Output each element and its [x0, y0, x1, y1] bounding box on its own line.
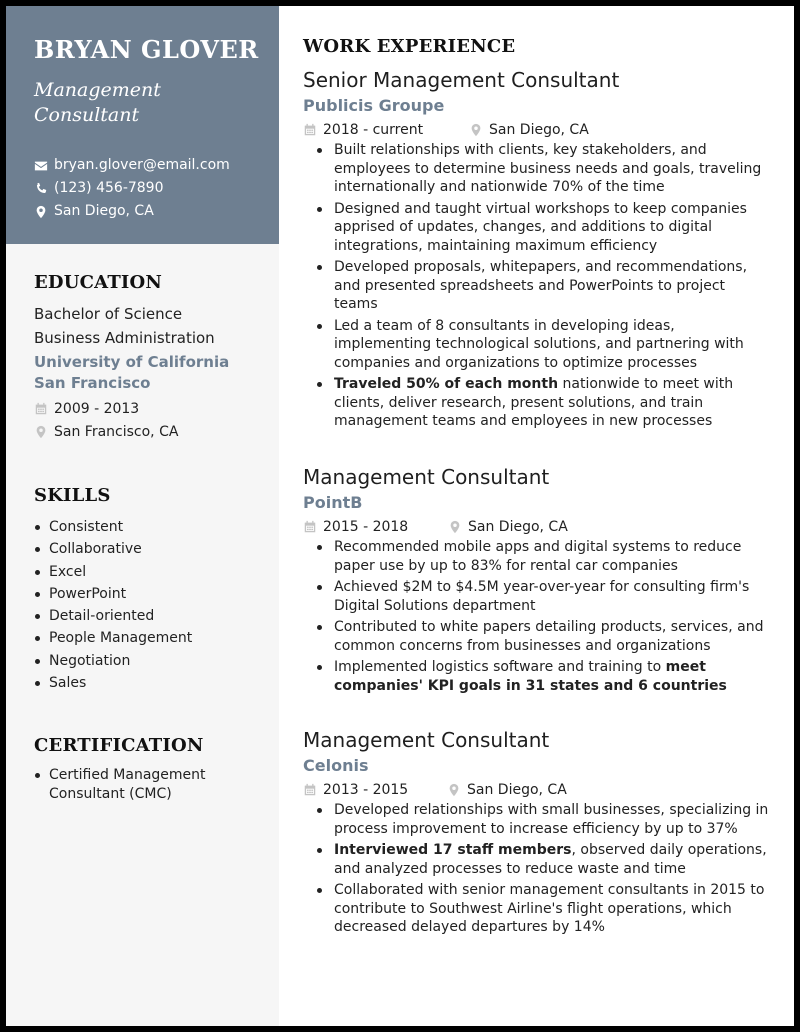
job-bullet — [303, 375, 773, 431]
education-school: University of California San Francisco — [34, 353, 230, 392]
skills-section — [6, 485, 279, 694]
bullet-text: Collaborated with senior management consultants in 2015 to contribute to Southwest Airline's flight operations, which decreased delayed departures by 14% — [334, 882, 765, 935]
job-meta — [303, 779, 773, 801]
job-bullet — [303, 538, 773, 575]
phone-icon — [34, 182, 48, 196]
map-pin-icon — [448, 520, 462, 534]
job-bullet — [303, 841, 773, 878]
skill-item: PowerPoint — [34, 583, 265, 605]
job-bullets — [303, 538, 773, 695]
skill-item: Sales — [34, 672, 265, 694]
bullet-text: Implemented logistics software and training to — [334, 659, 666, 675]
job-title: Senior Management Consultant — [303, 68, 620, 92]
job-location — [447, 779, 567, 801]
job-bullet — [303, 141, 773, 197]
bullet-text: nationwide to meet with clients, deliver research, present solutions, and train management teams and employees in new processes — [334, 376, 734, 429]
job-entry — [303, 464, 773, 698]
calendar-icon — [303, 520, 317, 534]
education-title: EDUCATION — [34, 272, 163, 293]
envelope-icon — [34, 159, 48, 173]
job-location — [448, 516, 568, 538]
map-pin-icon — [447, 783, 461, 797]
map-pin-icon — [469, 123, 483, 137]
education-field: Business Administration — [34, 329, 215, 347]
map-pin-icon — [34, 205, 48, 219]
contact-info — [34, 154, 259, 223]
job-location-text: San Diego, CA — [467, 782, 567, 798]
bullet-bold-text: Interviewed 17 staff members — [334, 842, 572, 858]
job-company: PointB — [303, 493, 363, 512]
contact-location — [34, 200, 259, 223]
education-dates — [34, 397, 265, 420]
job-bullet — [303, 578, 773, 615]
bullet-text: Recommended mobile apps and digital systems to reduce paper use by up to 83% for rental car companies — [334, 539, 742, 574]
bullet-text: Built relationships with clients, key stakeholders, and employees to determine business needs and goals, traveling internationally and nationwide 70% of the time — [334, 142, 762, 195]
job-title: Management Consultant — [303, 465, 550, 489]
skill-item: Collaborative — [34, 538, 265, 560]
skills-title: SKILLS — [34, 485, 111, 506]
job-dates — [303, 119, 469, 141]
contact-phone[interactable] — [34, 177, 259, 200]
calendar-icon — [303, 783, 317, 797]
email-text: bryan.glover@email.com — [54, 157, 230, 173]
calendar-icon — [303, 123, 317, 137]
education-degree: Bachelor of Science — [34, 305, 183, 323]
bullet-text: Developed proposals, whitepapers, and recommendations, and presented spreadsheets and PowerPoints to project teams — [334, 259, 748, 312]
job-meta — [303, 119, 773, 141]
bullet-bold-text: Traveled 50% of each month — [334, 376, 559, 392]
certification-item: Certified Management Consultant (CMC) — [34, 766, 265, 803]
header-block — [6, 6, 279, 244]
candidate-name: BRYAN GLOVER — [34, 35, 259, 64]
job-dates-text: 2018 - current — [323, 122, 424, 138]
left-column — [6, 6, 279, 1026]
skill-item: Consistent — [34, 516, 265, 538]
job-dates-text: 2015 - 2018 — [323, 519, 409, 535]
job-entry — [303, 67, 773, 434]
job-bullet — [303, 200, 773, 256]
bullet-text: Contributed to white papers detailing products, services, and common concerns from businesses and organizations — [334, 619, 764, 654]
contact-email[interactable] — [34, 154, 259, 177]
job-bullet — [303, 258, 773, 314]
bullet-text: Developed relationships with small businesses, specializing in process improvement to increase efficiency by up to 37% — [334, 802, 769, 837]
job-title: Management Consultant — [303, 728, 550, 752]
candidate-role: Management Consultant — [34, 79, 161, 126]
job-bullets — [303, 141, 773, 431]
certification-title: CERTIFICATION — [34, 735, 204, 756]
job-location-text: San Diego, CA — [468, 519, 568, 535]
bullet-text: Designed and taught virtual workshops to keep companies apprised of updates, changes, and additions to digital integrations, maintaining maximum efficiency — [334, 200, 747, 254]
job-bullet — [303, 881, 773, 937]
resume-page — [6, 6, 794, 1026]
bullet-text: Achieved $2M to $4.5M year-over-year for consulting firm's Digital Solutions department — [334, 579, 750, 614]
job-company: Publicis Groupe — [303, 96, 445, 115]
skill-item: People Management — [34, 627, 265, 649]
education-dates-text: 2009 - 2013 — [54, 400, 140, 417]
job-entry — [303, 727, 773, 940]
skill-item: Excel — [34, 561, 265, 583]
education-section — [6, 272, 279, 443]
skill-item: Detail-oriented — [34, 605, 265, 627]
certification-list — [34, 766, 265, 803]
job-bullets — [303, 801, 773, 937]
job-bullet — [303, 317, 773, 373]
job-bullet — [303, 658, 773, 695]
job-company: Celonis — [303, 756, 369, 775]
bullet-bold-text: meet companies' KPI goals in 31 states and 6 countries — [334, 659, 727, 694]
certification-section — [6, 735, 279, 803]
job-meta — [303, 516, 773, 538]
calendar-icon — [34, 402, 48, 416]
job-bullet — [303, 801, 773, 838]
education-location-text: San Francisco, CA — [54, 423, 179, 440]
job-location — [469, 119, 589, 141]
job-location-text: San Diego, CA — [489, 122, 589, 138]
location-text: San Diego, CA — [54, 203, 154, 219]
education-location — [34, 420, 265, 443]
work-experience-title: WORK EXPERIENCE — [303, 36, 516, 57]
job-bullet — [303, 618, 773, 655]
job-dates — [303, 779, 447, 801]
bullet-text: , observed daily operations, and analyzed processes to reduce waste and time — [334, 842, 767, 877]
skills-list — [34, 516, 265, 694]
map-pin-icon — [34, 425, 48, 439]
skill-item: Negotiation — [34, 650, 265, 672]
phone-text: (123) 456-7890 — [54, 180, 164, 196]
job-dates-text: 2013 - 2015 — [323, 782, 409, 798]
job-dates — [303, 516, 448, 538]
education-meta — [34, 397, 265, 443]
bullet-text: Led a team of 8 consultants in developing ideas, implementing technological solutions, and partnering with companies and organizations to optimize processes — [334, 317, 744, 371]
